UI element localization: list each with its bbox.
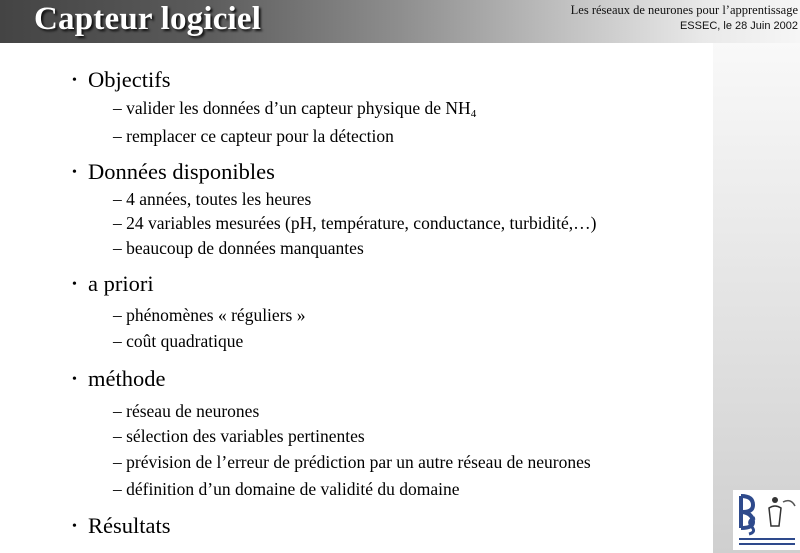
right-sidebar-decoration: [713, 43, 800, 553]
sub-item-text: définition d’un domaine de validité du domaine: [126, 479, 460, 499]
sub-item-text: réseau de neurones: [126, 401, 260, 421]
sub-item: [113, 331, 243, 352]
bullet-label: Objectifs: [88, 67, 171, 92]
subscript: 4: [470, 108, 477, 120]
dash-glyph: –: [113, 452, 122, 472]
dash-glyph: –: [113, 426, 122, 446]
header-subtitle-event: ESSEC, le 28 Juin 2002: [679, 20, 798, 32]
sub-item: [113, 126, 394, 147]
sub-item: [113, 213, 597, 234]
sub-item-text: 24 variables mesurées (pH, température, conductance, turbidité,…): [126, 213, 597, 233]
slide-title: Capteur logiciel: [34, 1, 262, 37]
sub-item: [113, 452, 591, 473]
institution-logo: [733, 490, 800, 550]
dash-glyph: –: [113, 479, 122, 499]
bullet-glyph: •: [72, 372, 77, 387]
bullet-label: Données disponibles: [88, 159, 275, 184]
dash-glyph: –: [113, 331, 122, 351]
sub-item-text: coût quadratique: [126, 331, 244, 351]
header-subtitle-course: Les réseaux de neurones pour l’apprentissage: [570, 3, 798, 17]
dash-glyph: –: [113, 213, 122, 233]
dash-glyph: –: [113, 401, 122, 421]
sub-item: [113, 98, 476, 120]
sub-item-text: remplacer ce capteur pour la détection: [126, 126, 394, 146]
dash-glyph: –: [113, 238, 122, 258]
dash-glyph: –: [113, 305, 122, 325]
bullet-objectifs: [72, 67, 170, 93]
sub-item-text: sélection des variables pertinentes: [126, 426, 365, 446]
sub-item-text: 4 années, toutes les heures: [126, 189, 312, 209]
bullet-resultats: [72, 513, 171, 539]
bullet-label: a priori: [88, 271, 154, 296]
sub-item: [113, 401, 259, 422]
sub-item-text: phénomènes « réguliers »: [126, 305, 306, 325]
sub-item: [113, 238, 364, 259]
sub-item: [113, 305, 305, 326]
dash-glyph: –: [113, 126, 122, 146]
bullet-methode: [72, 366, 165, 392]
bullet-glyph: •: [72, 519, 77, 534]
bullet-glyph: •: [72, 165, 77, 180]
slide-header: [0, 0, 800, 43]
dash-glyph: –: [113, 189, 122, 209]
bullet-a-priori: [72, 271, 154, 297]
sub-item-text: valider les données d’un capteur physique de NH: [126, 98, 471, 118]
bullet-glyph: •: [72, 277, 77, 292]
sub-item: [113, 426, 365, 447]
sub-item: [113, 189, 311, 210]
dash-glyph: –: [113, 98, 122, 118]
sub-item-text: prévision de l’erreur de prédiction par un autre réseau de neurones: [126, 452, 591, 472]
sub-item: [113, 479, 460, 500]
bullet-donnees: [72, 159, 275, 185]
bullet-label: méthode: [88, 366, 166, 391]
bullet-label: Résultats: [88, 513, 171, 538]
bullet-glyph: •: [72, 73, 77, 88]
sub-item-text: beaucoup de données manquantes: [126, 238, 364, 258]
